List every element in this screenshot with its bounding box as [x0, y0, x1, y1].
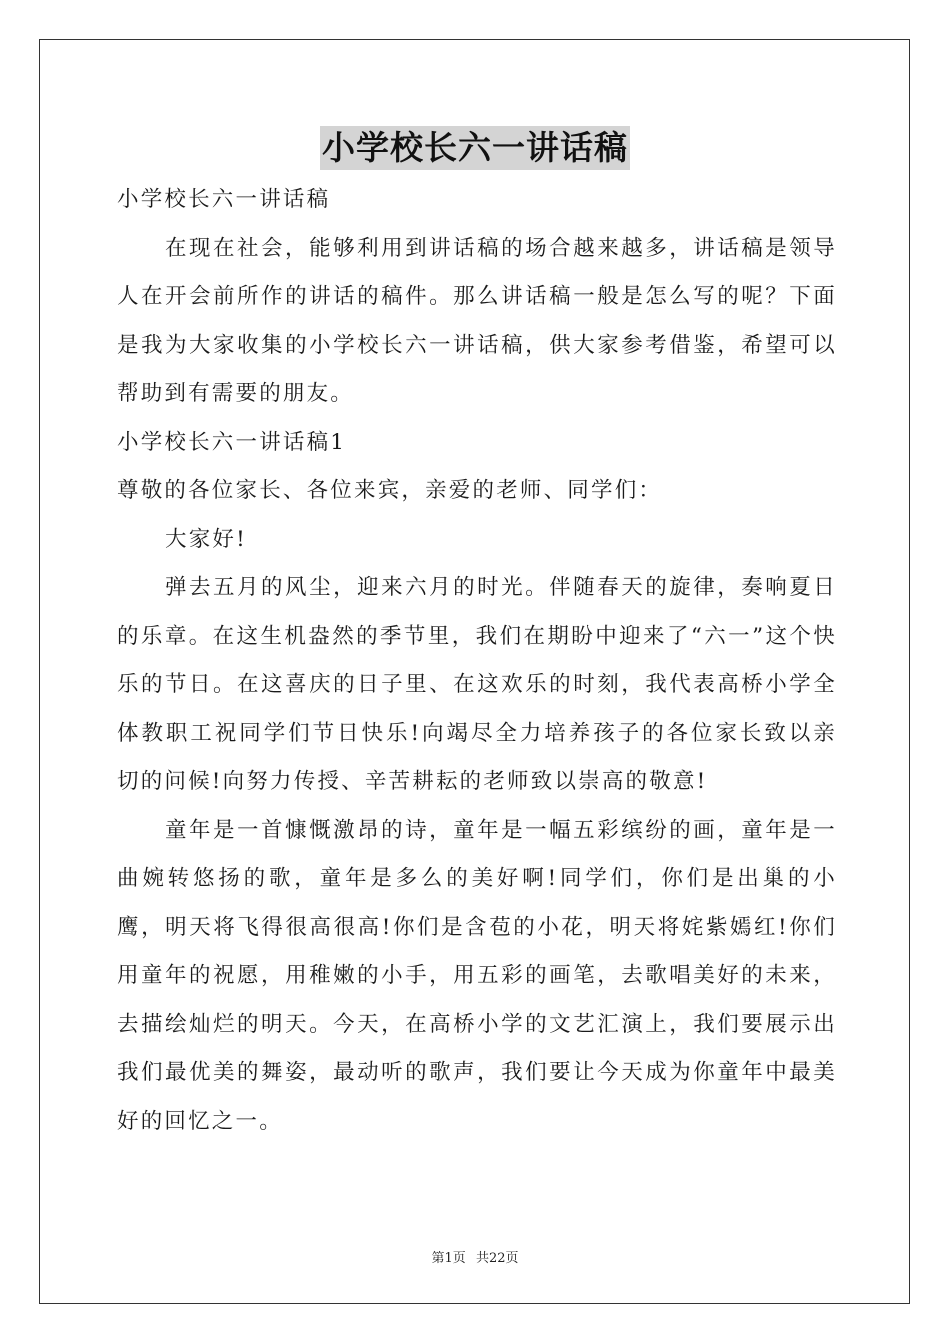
document-body: [117, 176, 837, 1146]
paragraph-body-2: 童年是一首慷慨激昂的诗，童年是一幅五彩缤纷的画，童年是一曲婉转悠扬的歌，童年是多么的美好啊!同学们，你们是出巢的小鹰，明天将飞得很高很高!你们是含苞的小花，明天将姹紫嫣红!你们用童年的祝愿，用稚嫩的小手，用五彩的画笔，去歌唱美好的未来，去描绘灿烂的明天。今天，在高桥小学的文艺汇演上，我们要展示出我们最优美的舞姿，最动听的歌声，我们要让今天成为你童年中最美好的回忆之一。: [117, 817, 837, 1134]
paragraph-intro: 在现在社会，能够利用到讲话稿的场合越来越多，讲话稿是领导人在开会前所作的讲话的稿件。那么讲话稿一般是怎么写的呢？下面是我为大家收集的小学校长六一讲话稿，供大家参考借鉴，希望可以帮助到有需要的朋友。: [117, 235, 837, 406]
document-title: [0, 126, 950, 170]
paragraph-section-heading: 小学校长六一讲话稿1: [117, 429, 347, 455]
page-number: 第1页: [431, 1251, 466, 1266]
paragraph-subtitle: 小学校长六一讲话稿: [117, 187, 331, 212]
paragraph-body-1: 弹去五月的风尘，迎来六月的时光。伴随春天的旋律，奏响夏日的乐章。在这生机盎然的季节里，我们在期盼中迎来了“六一”这个快乐的节日。在这喜庆的日子里、在这欢乐的时刻，我代表高桥小学全体教职工祝同学们节日快乐!向竭尽全力培养孩子的各位家长致以亲切的问候!向努力传授、辛苦耕耘的老师致以崇高的敬意!: [117, 575, 837, 794]
paragraph-salutation: 尊敬的各位家长、各位来宾，亲爱的老师、同学们：: [117, 478, 663, 503]
page-total: 共22页: [475, 1251, 519, 1266]
document-title-text: 小学校长六一讲话稿: [320, 126, 630, 170]
paragraph-greeting: 大家好!: [165, 526, 247, 552]
page-footer: [0, 1247, 950, 1266]
